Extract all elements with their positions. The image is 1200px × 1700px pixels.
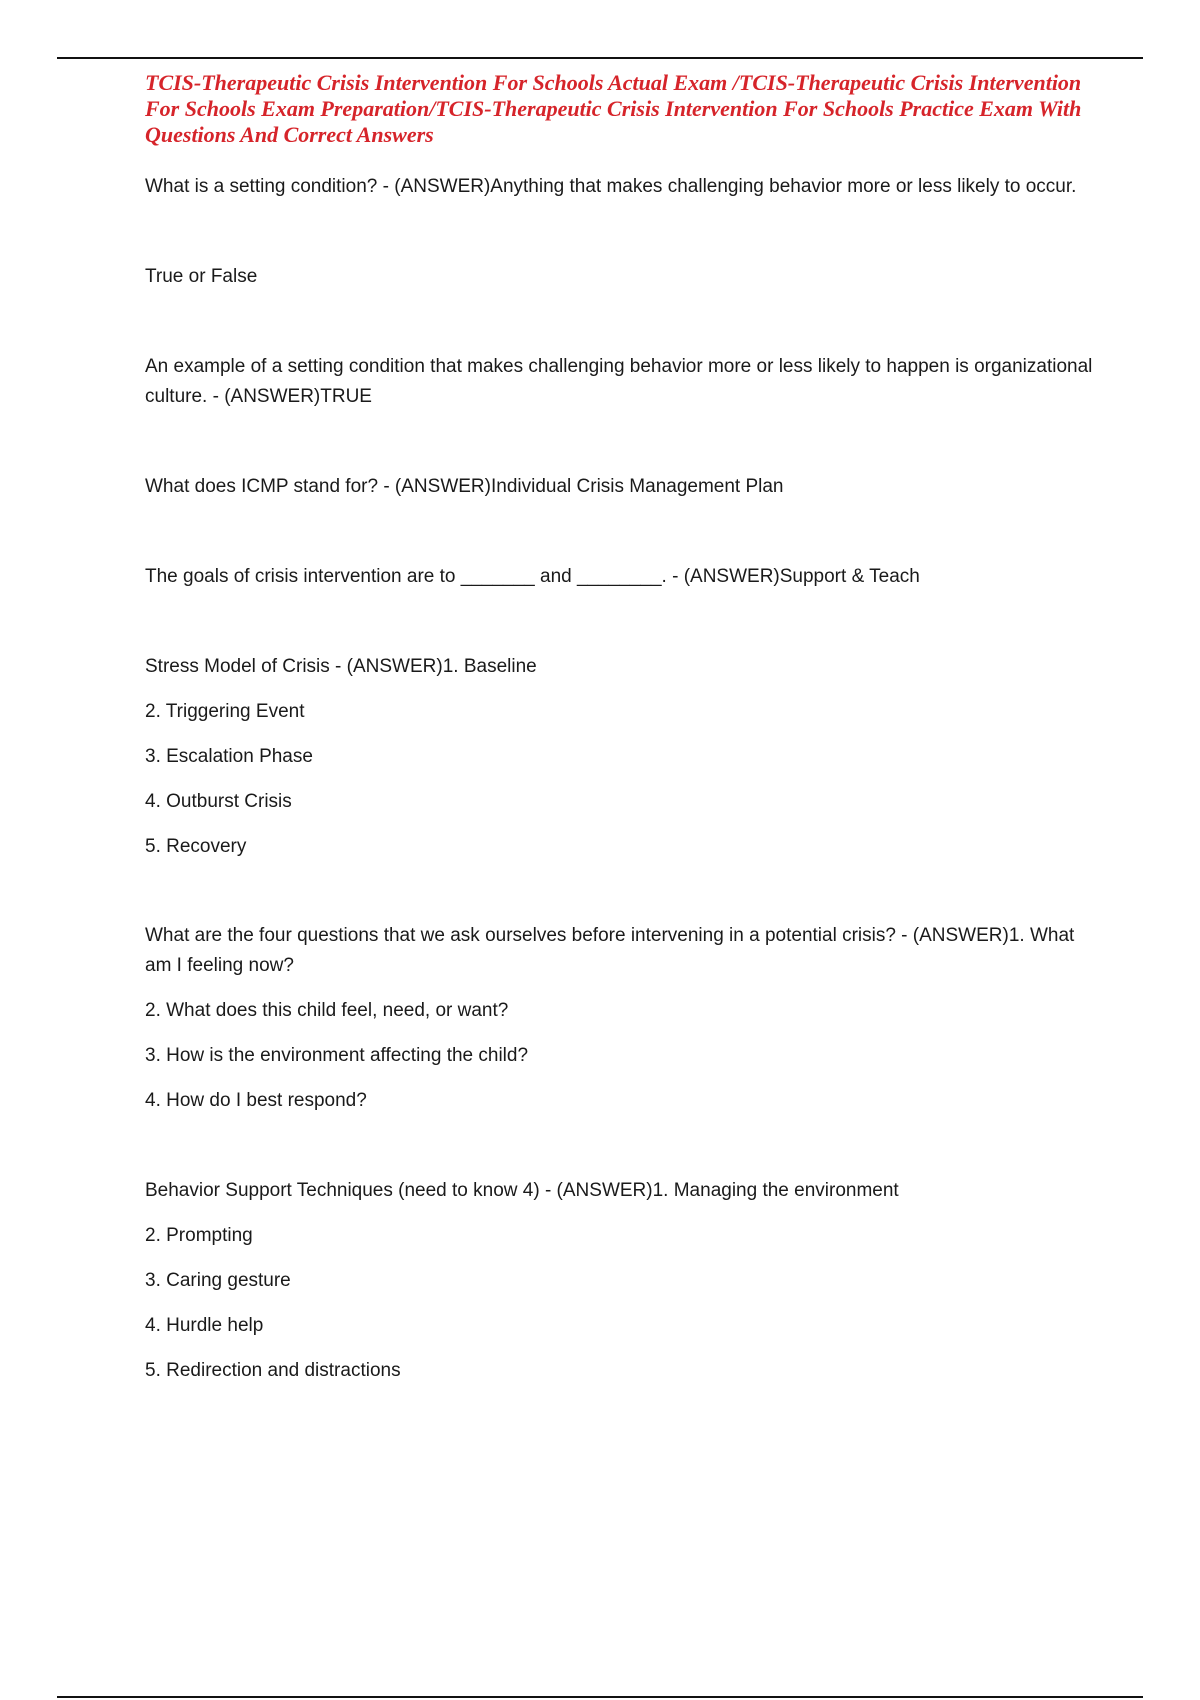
qa-behavior-support: Behavior Support Techniques (need to know 4) - (ANSWER)1. Managing the environment <box>145 1180 899 1201</box>
list-item: 3. Caring gesture <box>145 1270 291 1291</box>
qa-four-questions: What are the four questions that we ask ourselves before intervening in a potential crisis? - (ANSWER)1. What am I feeling now? <box>145 925 1075 976</box>
qa-organizational-culture: An example of a setting condition that makes challenging behavior more or less likely to happen is organizational culture. - (ANSWER)TRUE <box>145 356 1093 407</box>
list-item: 5. Redirection and distractions <box>145 1360 401 1381</box>
bottom-rule <box>57 1696 1143 1698</box>
document-title: TCIS-Therapeutic Crisis Intervention For Schools Actual Exam /TCIS-Therapeutic Crisis Intervention For Schools Exam Preparation/TCIS-Therapeutic Crisis Intervention For Schools Practice Exam With Questions And Correct Answers <box>145 70 1082 147</box>
list-item: 2. Triggering Event <box>145 701 305 722</box>
qa-true-or-false: True or False <box>145 266 258 287</box>
qa-stress-model: Stress Model of Crisis - (ANSWER)1. Baseline <box>145 656 537 677</box>
list-item: 2. What does this child feel, need, or want? <box>145 1000 509 1021</box>
list-item: 4. How do I best respond? <box>145 1090 367 1111</box>
top-rule <box>57 57 1143 59</box>
list-item: 4. Outburst Crisis <box>145 791 292 812</box>
document-body <box>145 70 1095 1386</box>
list-item: 5. Recovery <box>145 836 247 857</box>
list-item: 3. How is the environment affecting the child? <box>145 1045 529 1066</box>
qa-setting-condition: What is a setting condition? - (ANSWER)Anything that makes challenging behavior more or less likely to occur. <box>145 176 1077 197</box>
qa-icmp: What does ICMP stand for? - (ANSWER)Individual Crisis Management Plan <box>145 476 784 497</box>
list-item: 3. Escalation Phase <box>145 746 313 767</box>
list-item: 4. Hurdle help <box>145 1315 264 1336</box>
qa-goals: The goals of crisis intervention are to _______ and ________. - (ANSWER)Support & Teach <box>145 566 920 587</box>
list-item: 2. Prompting <box>145 1225 253 1246</box>
